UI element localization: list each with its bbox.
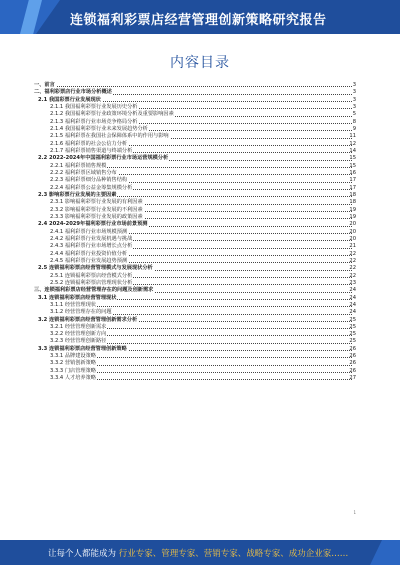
toc-entry-page: 25 [349,323,356,330]
toc-entry-page: 21 [349,243,356,250]
toc-entry-label: 2.1.4 我国福利彩票行业未来发展趋势分析 [50,125,148,132]
toc-entry-page: 15 [349,162,356,169]
toc-entry-label: 2.2.4 福利彩票公益金筹集规模分析 [50,184,133,191]
toc-entry-label: 2.4.3 福利彩票行业市场增长点分析 [50,243,133,250]
toc-entry-label: 2.1.2 我国福利彩票行业政策环境分析及重要影响因素 [50,111,174,118]
page-number: 1 [353,510,356,515]
toc-entry-page: 20 [349,228,356,235]
toc-entry-label: 2.2.1 福利彩票销售规模 [50,162,107,169]
toc-entry-label: 3.3.3 门店管理策略 [50,367,96,374]
toc-entry[interactable] [34,375,356,382]
toc-entry-label: 3.2 连锁福利彩票店经营管理创新需求分析 [38,316,138,323]
toc-entry-label: 3.2.3 经营管理创新路径 [50,338,107,345]
toc-entry-page: 18 [349,191,356,198]
toc-entry-page: 22 [349,265,356,272]
toc-entry-label: 2.5.2 连锁福利彩票店管理现状分析 [50,279,133,286]
footer-slogan-tail: 行业专家、管理专家、营销专家、战略专家、成功企业家…… [118,549,349,559]
toc-entry-page: 11 [349,133,356,140]
toc-entry-label: 2.1.3 福利彩票行业市场竞争格局分析 [50,118,138,125]
toc-entry-page: 3 [352,96,356,103]
toc-entry-label: 3.3 连锁福利彩票店经营管理创新策略 [38,345,127,352]
report-title: 连锁福利彩票店经营管理创新策略研究报告 [70,13,327,28]
toc-entry-page: 3 [352,89,356,96]
toc-entry-page: 16 [349,169,356,176]
toc-entry-label: 2.2.3 福利彩票细分品种销售结构 [50,177,128,184]
report-header [0,0,400,34]
toc-entry-page: 20 [349,235,356,242]
toc-entry-label: 三、连锁福利彩票店经营管理存在的问题及创新需求 [34,287,154,294]
toc-entry-page: 15 [349,155,356,162]
toc-entry-label: 2.5.1 连锁福利彩票店经营模式分析 [50,272,133,279]
toc-entry-label: 2.1.7 福利彩票销售渠道与终端分析 [50,147,133,154]
toc-entry-label: 2.2.2 福利彩票区域销售分布 [50,169,117,176]
toc-entry-label: 2.5 连锁福利彩票店经营管理模式与发展现状分析 [38,265,153,272]
toc-entry-page: 24 [349,294,356,301]
toc-entry-label: 2.1.5 福利彩票在我国社会保障体系中的作用与影响 [50,133,169,140]
toc-entry-label: 3.2.1 经营管理创新需求 [50,323,107,330]
toc-entry-page: 18 [349,199,356,206]
toc-entry-page: 23 [349,279,356,286]
toc-entry-page: 14 [349,147,356,154]
toc-entry-label: 2.1.6 福利彩票的社会公信力分析 [50,140,128,147]
toc-entry-page: 3 [352,82,356,88]
toc-entry-page: 26 [349,367,356,374]
toc-entry-page: 27 [349,375,356,382]
footer-slogan [48,547,348,559]
toc-entry-page: 24 [349,301,356,308]
toc-entry-page: 17 [349,177,356,184]
toc-entry-page: 25 [349,316,356,323]
toc-entry-label: 3.1.1 经营管理现状 [50,301,96,308]
toc-entry-label: 3.2.2 经营管理创新方向 [50,331,107,338]
toc-entry-page: 25 [349,338,356,345]
footer-decor-band [370,540,400,565]
toc-entry-page: 19 [349,206,356,213]
footer-banner [0,540,400,565]
toc-entry-page: 26 [349,345,356,352]
toc-leader-dots [34,80,352,87]
footer-slogan-lead: 让每个人都能成为 [48,549,117,559]
toc-entry-page: 3 [352,103,356,110]
toc-entry-label: 2.4.1 福利彩票行业市场规模预测 [50,228,128,235]
toc-entry-page: 26 [349,353,356,360]
toc-entry-label: 2.3 影响彩票行业发展的主要因素 [38,191,117,198]
toc-heading: 内容目录 [170,55,230,71]
toc-entry-page: 24 [349,309,356,316]
toc-entry-page: 12 [349,140,356,147]
table-of-contents [34,82,356,382]
toc-entry-label: 2.4 2024-2029年福利彩票行业市场前景预测 [38,221,148,228]
toc-entry-label: 2.2 2022-2024年中国福利彩票行业市场运营规模分析 [38,155,169,162]
toc-entry-label: 3.3.1 品牌建设策略 [50,353,96,360]
toc-entry-page: 24 [349,287,356,294]
toc-entry-page: 22 [349,272,356,279]
toc-entry-page: 20 [349,221,356,228]
toc-entry-label: 2.3.3 影响福利彩票行业发展的政策因素 [50,213,143,220]
toc-entry-label: 3.3.2 营销创新策略 [50,360,96,367]
toc-entry-page: 22 [349,250,356,257]
toc-entry-label: 二、福利彩票店行业市场分析概述 [34,89,112,96]
toc-entry-label: 3.1 连锁福利彩票店经营管理现状 [38,294,117,301]
toc-entry-label: 2.4.5 福利彩票行业发展趋势预测 [50,257,128,264]
toc-entry-page: 8 [352,118,356,125]
toc-entry-page: 25 [349,331,356,338]
toc-entry-page: 26 [349,360,356,367]
toc-entry-label: 2.4.4 福利彩票行业投资价值分析 [50,250,128,257]
toc-entry-label: 2.4.2 福利彩票行业发展机遇与挑战 [50,235,133,242]
toc-entry-page: 17 [349,184,356,191]
toc-entry-page: 9 [352,125,356,132]
toc-entry-page: 5 [352,111,356,118]
toc-entry-page: 19 [349,213,356,220]
toc-entry-label: 2.3.1 影响福利彩票行业发展的有利因素 [50,199,143,206]
toc-entry-label: 2.1 我国彩票行业发展现状 [38,96,101,103]
toc-entry-label: 2.3.2 影响福利彩票行业发展的不利因素 [50,206,143,213]
toc-entry-label: 一、前言 [34,82,55,88]
toc-entry-page: 22 [349,257,356,264]
toc-entry-label: 3.1.2 经营管理存在的问题 [50,309,112,316]
toc-entry-label: 2.1.1 我国福利彩票行业发展历史分析 [50,103,138,110]
toc-entry-label: 3.3.4 人才培养策略 [50,375,96,382]
